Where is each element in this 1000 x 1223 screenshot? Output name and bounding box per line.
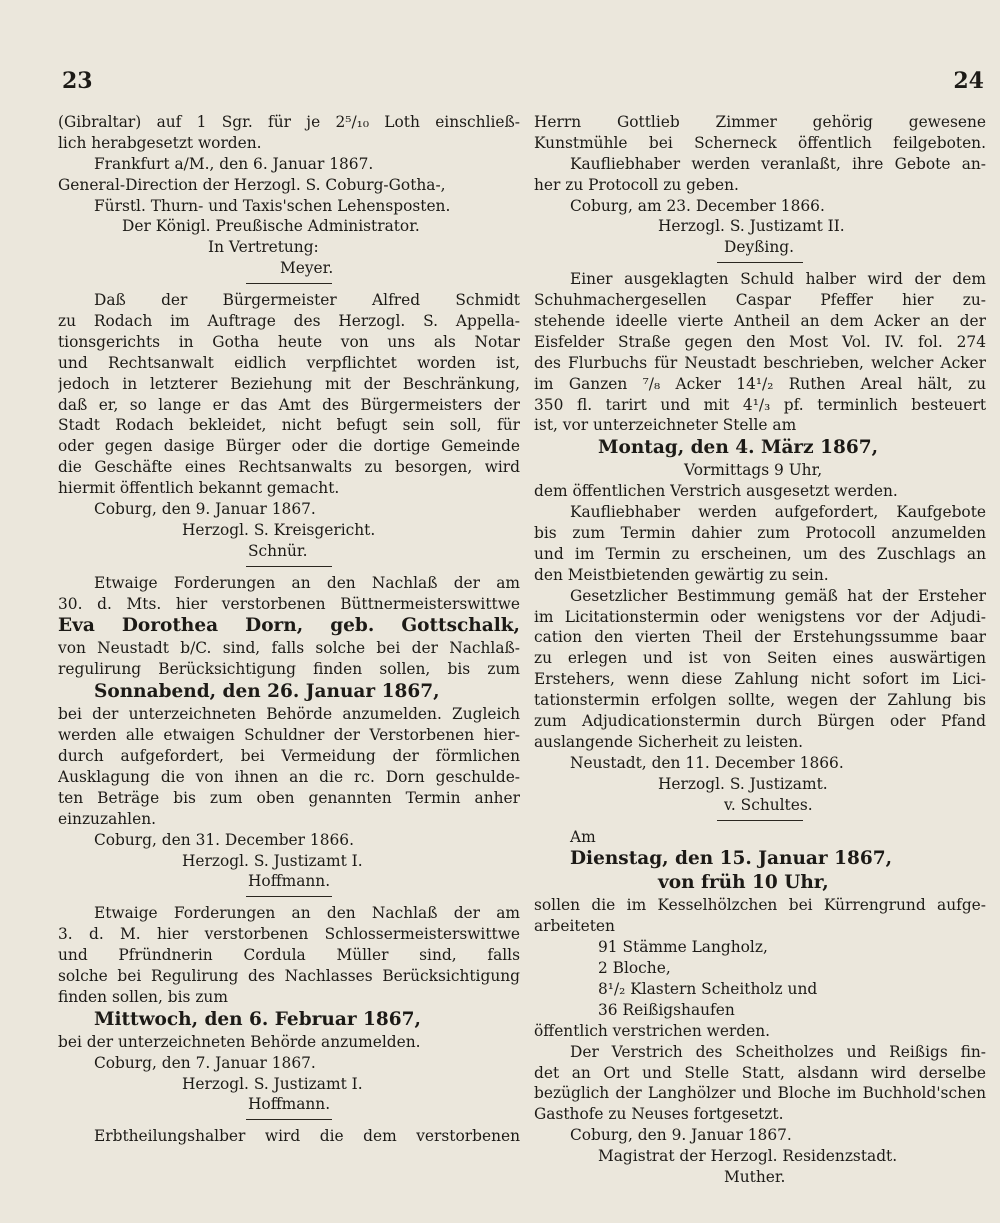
- text-line: stehende ideelle vierte Antheil an dem Acker an der: [534, 312, 986, 331]
- text-line: Herzogl. S. Justizamt I.: [182, 851, 363, 870]
- text-line: im Licitationstermin oder wenigstens vor der Adjudi-: [534, 607, 986, 626]
- text-line: tionsgerichts in Gotha heute von uns als Notar: [58, 332, 520, 351]
- text-line: einzuzahlen.: [58, 809, 156, 828]
- text-line: zu erlegen und ist von Seiten eines auswärtigen: [534, 649, 986, 668]
- text-line: im Ganzen ⁷/₈ Acker 14¹/₂ Ruthen Areal hält, zu: [534, 374, 986, 393]
- text-line: Herzogl. S. Justizamt.: [658, 774, 828, 793]
- section-divider: [246, 1119, 332, 1120]
- text-line: auslangende Sicherheit zu leisten.: [534, 732, 804, 751]
- text-line: Kunstmühle bei Scherneck öffentlich feilgeboten.: [534, 133, 986, 152]
- text-line: werden alle etwaigen Schuldner der Verstorbenen hier-: [58, 726, 520, 745]
- text-line: Sonnabend, den 26. Januar 1867,: [94, 681, 440, 703]
- text-line: Etwaige Forderungen an den Nachlaß der am: [94, 904, 520, 923]
- text-line: Herzogl. S. Justizamt I.: [182, 1074, 363, 1093]
- text-line: Hoffmann.: [248, 1095, 331, 1114]
- text-line: Eisfelder Straße gegen den Most Vol. IV. fol. 274: [534, 332, 986, 351]
- text-line: Vormittags 9 Uhr,: [684, 461, 823, 480]
- text-line: ten Beträge bis zum oben genannten Termin anher: [58, 788, 520, 807]
- text-line: Mittwoch, den 6. Februar 1867,: [94, 1008, 421, 1030]
- section-divider: [246, 566, 332, 567]
- text-line: bei der unterzeichneten Behörde anzumelden.: [58, 1032, 421, 1051]
- text-line: 2 Bloche,: [598, 959, 671, 978]
- page-number-right: 24: [953, 68, 984, 94]
- text-line: regulirung Berücksichtigung finden sollen, bis zum: [58, 660, 520, 679]
- text-line: Deyßing.: [724, 238, 795, 257]
- text-line: von Neustadt b/C. sind, falls solche bei der Nachlaß-: [58, 639, 520, 658]
- text-line: v. Schultes.: [724, 795, 813, 814]
- text-line: Der Königl. Preußische Administrator.: [122, 217, 420, 236]
- text-line: und Rechtsanwalt eidlich verpflichtet worden ist,: [58, 353, 520, 372]
- text-line: jedoch in letzterer Beziehung mit der Beschränkung,: [58, 374, 520, 393]
- text-line: Eva Dorothea Dorn, geb. Gottschalk,: [58, 615, 520, 637]
- text-line: Schuhmachergesellen Caspar Pfeffer hier zu-: [534, 291, 986, 310]
- text-line: und Pfründnerin Cordula Müller sind, falls: [58, 946, 520, 965]
- text-line: Coburg, am 23. December 1866.: [570, 196, 825, 215]
- text-line: Hoffmann.: [248, 872, 331, 891]
- text-line: arbeiteten: [534, 917, 615, 936]
- text-line: Coburg, den 31. December 1866.: [94, 830, 354, 849]
- text-line: die Geschäfte eines Rechtsanwalts zu besorgen, wird: [58, 458, 520, 477]
- text-line: bei der unterzeichneten Behörde anzumelden. Zugleich: [58, 705, 520, 724]
- text-line: daß er, so lange er das Amt des Bürgermeisters der: [58, 395, 520, 414]
- text-line: Erstehers, wenn diese Zahlung nicht sofort im Lici-: [534, 670, 986, 689]
- text-line: Daß der Bürgermeister Alfred Schmidt: [94, 291, 520, 310]
- text-line: Gasthofe zu Neuses fortgesetzt.: [534, 1105, 784, 1124]
- text-line: bezüglich der Langhölzer und Bloche im Buchhold'schen: [534, 1084, 986, 1103]
- text-line: ist, vor unterzeichneter Stelle am: [534, 416, 797, 435]
- text-line: det an Ort und Stelle Statt, alsdann wird derselbe: [534, 1063, 986, 1082]
- text-line: lich herabgesetzt worden.: [58, 133, 262, 152]
- section-divider: [246, 896, 332, 897]
- text-line: sollen die im Kesselhölzchen bei Kürrengrund aufge-: [534, 896, 986, 915]
- text-line: Herzogl. S. Justizamt II.: [658, 217, 845, 236]
- text-line: des Flurbuchs für Neustadt beschrieben, welcher Acker: [534, 353, 986, 372]
- text-line: Schnür.: [248, 541, 308, 560]
- text-line: 8¹/₂ Klastern Scheitholz und: [598, 979, 818, 998]
- text-line: Fürstl. Thurn- und Taxis'schen Lehensposten.: [94, 196, 451, 215]
- text-line: Muther.: [724, 1167, 786, 1186]
- section-divider: [246, 283, 332, 284]
- section-divider: [717, 820, 803, 821]
- text-line: Magistrat der Herzogl. Residenzstadt.: [598, 1147, 898, 1166]
- text-line: Herrn Gottlieb Zimmer gehörig gewesene: [534, 113, 986, 131]
- page-number-left: 23: [62, 68, 93, 94]
- text-line: Der Verstrich des Scheitholzes und Reißigs fin-: [570, 1042, 986, 1061]
- text-line: In Vertretung:: [208, 238, 319, 257]
- text-line: 36 Reißigshaufen: [598, 1000, 735, 1019]
- text-line: solche bei Regulirung des Nachlasses Berücksichtigung: [58, 966, 520, 985]
- text-line: Coburg, den 9. Januar 1867.: [570, 1126, 792, 1145]
- text-line: Kaufliebhaber werden aufgefordert, Kaufgebote: [570, 503, 986, 522]
- text-line: oder gegen dasige Bürger oder die dortige Gemeinde: [58, 437, 520, 456]
- text-line: Stadt Rodach bekleidet, nicht befugt sein soll, für: [58, 416, 520, 435]
- text-line: Kaufliebhaber werden veranlaßt, ihre Gebote an-: [570, 154, 986, 173]
- text-line: bis zum Termin dahier zum Protocoll anzumelden: [534, 524, 986, 543]
- text-line: Herzogl. S. Kreisgericht.: [182, 520, 376, 539]
- text-line: her zu Protocoll zu geben.: [534, 175, 739, 194]
- text-line: finden sollen, bis zum: [58, 987, 228, 1006]
- text-line: Frankfurt a/M., den 6. Januar 1867.: [94, 154, 374, 173]
- text-line: von früh 10 Uhr,: [658, 872, 829, 894]
- text-line: 91 Stämme Langholz,: [598, 938, 768, 957]
- text-line: General-Direction der Herzogl. S. Coburg-Gotha-,: [58, 175, 446, 194]
- text-line: Coburg, den 7. Januar 1867.: [94, 1053, 316, 1072]
- text-line: Ausklagung die von ihnen an die rc. Dorn geschulde-: [58, 767, 520, 786]
- text-line: den Meistbietenden gewärtig zu sein.: [534, 565, 829, 584]
- text-line: Coburg, den 9. Januar 1867.: [94, 500, 316, 519]
- text-line: öffentlich verstrichen werden.: [534, 1021, 771, 1040]
- text-line: Dienstag, den 15. Januar 1867,: [570, 848, 893, 870]
- left-column: [58, 112, 520, 1147]
- text-line: zu Rodach im Auftrage des Herzogl. S. Appella-: [58, 312, 520, 331]
- text-line: zum Adjudicationstermin durch Bürgen oder Pfand: [534, 712, 986, 731]
- text-line: hiermit öffentlich bekannt gemacht.: [58, 479, 340, 498]
- text-line: durch aufgefordert, bei Vermeidung der förmlichen: [58, 747, 520, 766]
- text-line: Einer ausgeklagten Schuld halber wird der dem: [570, 270, 986, 289]
- text-line: Erbtheilungshalber wird die dem verstorbenen: [94, 1127, 520, 1146]
- text-line: und im Termin zu erscheinen, um des Zuschlags an: [534, 544, 986, 563]
- text-line: Am: [570, 827, 596, 846]
- text-line: tationstermin erfolgen sollte, wegen der Zahlung bis: [534, 691, 986, 710]
- section-divider: [717, 262, 803, 263]
- text-line: 30. d. Mts. hier verstorbenen Büttnermeisterswittwe: [58, 594, 520, 613]
- text-line: dem öffentlichen Verstrich ausgesetzt werden.: [534, 482, 898, 501]
- text-line: Meyer.: [280, 259, 334, 278]
- text-line: 350 fl. tarirt und mit 4¹/₃ pf. terminlich besteuert: [534, 395, 986, 414]
- text-line: cation den vierten Theil der Erstehungssumme baar: [534, 628, 986, 647]
- text-line: (Gibraltar) auf 1 Sgr. für je 2⁵/₁₀ Loth einschließ-: [58, 113, 520, 131]
- text-line: 3. d. M. hier verstorbenen Schlossermeisterswittwe: [58, 925, 520, 944]
- right-column: [534, 112, 986, 1188]
- text-line: Gesetzlicher Bestimmung gemäß hat der Ersteher: [570, 586, 986, 605]
- text-line: Neustadt, den 11. December 1866.: [570, 753, 844, 772]
- text-line: Etwaige Forderungen an den Nachlaß der am: [94, 573, 520, 592]
- text-line: Montag, den 4. März 1867,: [598, 437, 879, 459]
